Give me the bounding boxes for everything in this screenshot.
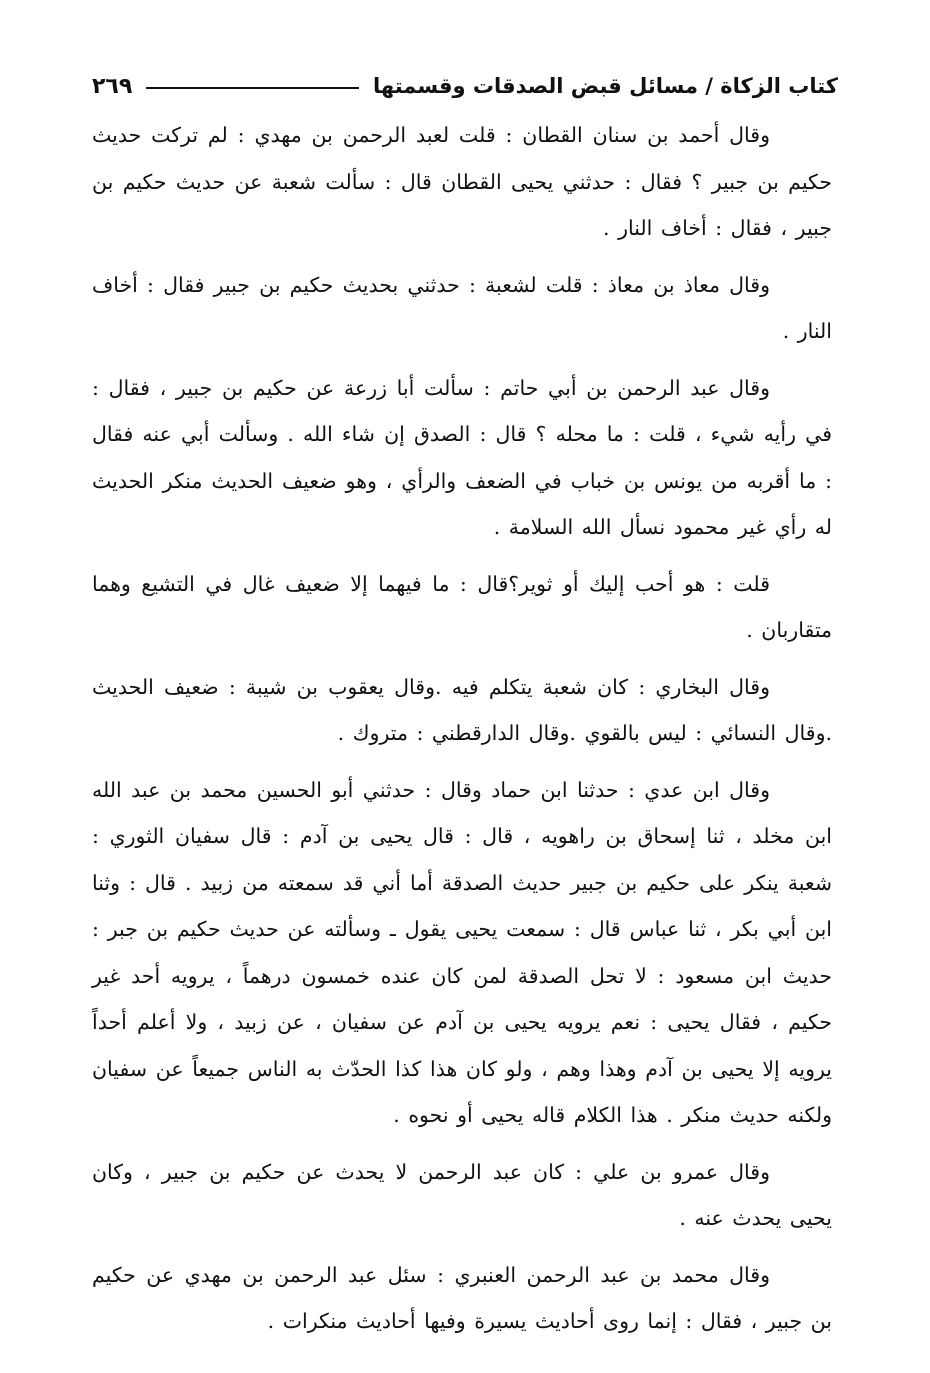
page-number: ٢٦٩ bbox=[92, 73, 133, 99]
paragraph-ibn-adi: وقال ابن عدي : حدثنا ابن حماد وقال : حدثني أبو الحسين محمد بن عبد الله ابن مخلد ، ثنا إسحاق بن راهويه ، قال : قال يحيى بن آدم : قال سفيان الثوري : شعبة ينكر على حكيم بن جبير حديث الصدقة أما أني قد سمعته من زبيد . قال : وثنا ابن أبي بكر ، ثنا عباس قال : سمعت يحيى يقول ـ وسألته عن حديث حكيم بن جبر : حديث ابن مسعود : لا تحل الصدقة لمن كان عنده خمسون درهماً ، يرويه أحد غير حكيم ، فقال يحيى : نعم يرويه يحيى بن آدم عن سفيان ، عن زبيد ، ولا أعلم أحداً يرويه إلا يحيى بن آدم وهذا وهم ، ولو كان هذا كذا الحدّث به الناس جميعاً عن سفيان ولكنه حديث منكر . هذا الكلام قاله يحيى أو نحوه . bbox=[92, 777, 832, 1127]
paragraph-thuwayr-question: قلت : هو أحب إليك أو ثوير؟قال : ما فيهما إلا ضعيف غال في التشيع وهما متقاربان . bbox=[92, 571, 832, 642]
paragraph-bukhari: وقال البخاري : كان شعبة يتكلم فيه .وقال يعقوب بن شيبة : ضعيف الحديث .وقال النسائي : ليس بالقوي .وقال الدارقطني : متروك . bbox=[92, 674, 832, 745]
body-text bbox=[92, 112, 832, 1355]
header-title: كتاب الزكاة / مسائل قبض الصدقات وقسمتها bbox=[372, 74, 838, 98]
paragraph-ahmad-ibn-sinan: وقال أحمد بن سنان القطان : قلت لعبد الرحمن بن مهدي : لم تركت حديث حكيم بن جبير ؟ فقال : حدثني يحيى القطان قال : سألت شعبة عن حديث حكيم بن جبير ، فقال : أخاف النار . bbox=[92, 123, 832, 240]
header-rule bbox=[146, 87, 359, 89]
paragraph-amr-ibn-ali: وقال عمرو بن علي : كان عبد الرحمن لا يحدث عن حكيم بن جبير ، وكان يحيى يحدث عنه . bbox=[92, 1159, 832, 1230]
paragraph-muadh-ibn-muadh: وقال معاذ بن معاذ : قلت لشعبة : حدثني بحديث حكيم بن جبير فقال : أخاف النار . bbox=[92, 272, 832, 343]
paragraph-ibn-abi-hatim: وقال عبد الرحمن بن أبي حاتم : سألت أبا زرعة عن حكيم بن جبير ، فقال : في رأيه شيء ، قلت : ما محله ؟ قال : الصدق إن شاء الله . وسألت أبي عنه فقال : ما أقربه من يونس بن خباب في الضعف والرأي ، وهو ضعيف الحديث منكر الحديث له رأي غير محمود نسأل الله السلامة . bbox=[92, 375, 832, 539]
paragraph-al-anbari: وقال محمد بن عبد الرحمن العنبري : سئل عبد الرحمن بن مهدي عن حكيم بن جبير ، فقال : إنما روى أحاديث يسيرة وفيها أحاديث منكرات . bbox=[92, 1262, 832, 1333]
running-header bbox=[92, 66, 838, 106]
